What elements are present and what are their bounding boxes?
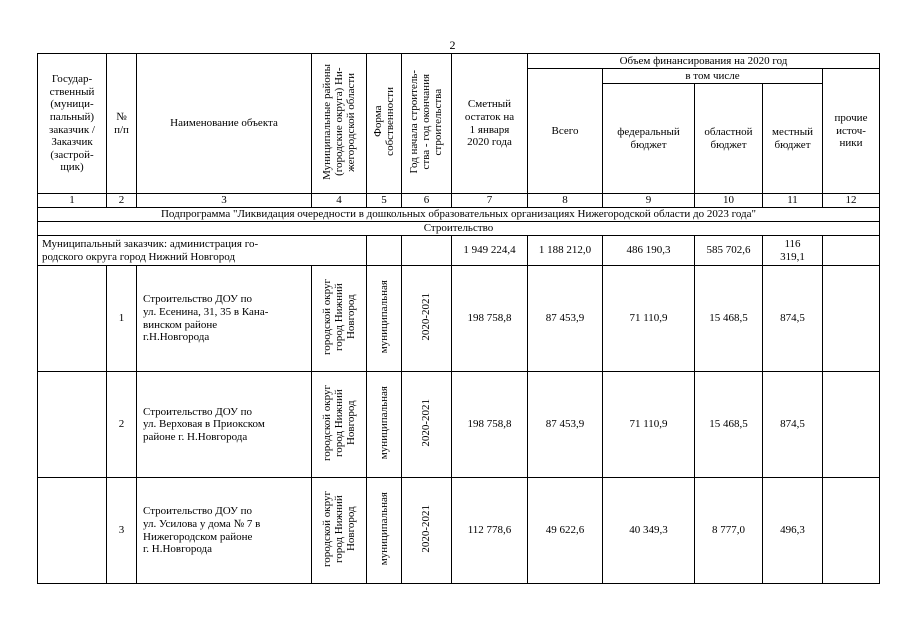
header-funding: Объем финансирования на 2020 год <box>528 54 880 69</box>
header-districts <box>312 54 367 194</box>
table-row <box>38 372 880 478</box>
header-federal-text: федеральный бюджет <box>617 125 680 151</box>
row-district-text: городской округ город Нижний Новгород <box>320 490 358 567</box>
row-ownership-text: муниципальная <box>377 386 390 460</box>
customer-local <box>763 236 823 266</box>
header-other <box>823 69 880 194</box>
page-number: 2 <box>449 38 456 52</box>
header-customer-text: Государ- ственный (муници- пальный) заказчик / Заказчик (застрой- щик) <box>49 72 95 174</box>
row-local: 874,5 <box>763 266 823 372</box>
row-federal: 71 110,9 <box>603 372 695 478</box>
column-number: 12 <box>823 194 880 208</box>
row-district-text: городской округ город Нижний Новгород <box>320 278 358 355</box>
header-object-name: Наименование объекта <box>137 54 312 194</box>
row-object-name <box>137 266 312 372</box>
row-object-name-text: Строительство ДОУ по ул. Усилова у дома № 7 в Нижегородском районе г. Н.Новгорода <box>143 505 261 556</box>
row-years <box>402 372 452 478</box>
table-row <box>38 266 880 372</box>
subprogram-title: Подпрограмма "Ликвидация очередности в дошкольных образовательных организациях Нижегородской области до 2023 года" <box>38 208 880 222</box>
row-district <box>312 478 367 584</box>
row-district <box>312 372 367 478</box>
row-years-text: 2020-2021 <box>420 292 433 341</box>
row-estimate: 112 778,6 <box>452 478 528 584</box>
column-number: 10 <box>695 194 763 208</box>
row-estimate: 198 758,8 <box>452 372 528 478</box>
header-estimate-text: Сметный остаток на 1 января 2020 года <box>464 98 515 149</box>
customer-total: 1 188 212,0 <box>528 236 603 266</box>
row-district <box>312 266 367 372</box>
row-other <box>823 478 880 584</box>
header-regional-text: областной бюджет <box>704 125 753 151</box>
header-districts-text: Муниципальные районы (городские округа) Ни- жегородской области <box>320 63 358 180</box>
row-other <box>823 372 880 478</box>
row-regional: 8 777,0 <box>695 478 763 584</box>
row-local: 874,5 <box>763 372 823 478</box>
header-other-text: прочие источ- ники <box>834 112 868 150</box>
header-regional <box>695 84 763 194</box>
row-num: 1 <box>107 266 137 372</box>
column-numbers-row <box>38 194 880 208</box>
table-row <box>38 478 880 584</box>
row-years-text: 2020-2021 <box>420 398 433 447</box>
row-num: 3 <box>107 478 137 584</box>
header-num-text: № п/п <box>114 110 129 136</box>
header-total: Всего <box>528 69 603 194</box>
empty-cell <box>402 236 452 266</box>
row-total: 49 622,6 <box>528 478 603 584</box>
customer-local-text: 116 319,1 <box>780 237 805 263</box>
column-number: 8 <box>528 194 603 208</box>
empty-cell <box>367 236 402 266</box>
column-number: 6 <box>402 194 452 208</box>
column-number: 3 <box>137 194 312 208</box>
row-num: 2 <box>107 372 137 478</box>
column-number: 1 <box>38 194 107 208</box>
header-local-text: местный бюджет <box>772 125 813 151</box>
row-regional: 15 468,5 <box>695 266 763 372</box>
row-ownership <box>367 266 402 372</box>
empty-cell <box>38 478 107 584</box>
empty-cell <box>823 236 880 266</box>
row-years <box>402 266 452 372</box>
row-estimate: 198 758,8 <box>452 266 528 372</box>
column-number: 11 <box>763 194 823 208</box>
funding-table <box>37 53 880 584</box>
row-regional: 15 468,5 <box>695 372 763 478</box>
row-object-name <box>137 478 312 584</box>
header-ownership-text: Форма собственности <box>371 87 396 157</box>
row-ownership-text: муниципальная <box>377 280 390 354</box>
header-federal <box>603 84 695 194</box>
header-num <box>107 54 137 194</box>
row-ownership-text: муниципальная <box>377 492 390 566</box>
header-estimate <box>452 54 528 194</box>
header-customer <box>38 54 107 194</box>
row-object-name <box>137 372 312 478</box>
row-other <box>823 266 880 372</box>
row-ownership <box>367 478 402 584</box>
customer-estimate: 1 949 224,4 <box>452 236 528 266</box>
row-local: 496,3 <box>763 478 823 584</box>
header-years <box>402 54 452 194</box>
column-number: 9 <box>603 194 695 208</box>
row-years-text: 2020-2021 <box>420 504 433 553</box>
row-total: 87 453,9 <box>528 372 603 478</box>
header-ownership <box>367 54 402 194</box>
row-ownership <box>367 372 402 478</box>
customer-label-text: Муниципальный заказчик: администрация го- родского округа город Нижний Новгород <box>42 237 259 263</box>
row-total: 87 453,9 <box>528 266 603 372</box>
row-object-name-text: Строительство ДОУ по ул. Верховая в Приокском районе г. Н.Новгорода <box>143 405 265 443</box>
row-object-name-text: Строительство ДОУ по ул. Есенина, 31, 35 в Кана- винском районе г.Н.Новгорода <box>143 293 269 344</box>
header-including: в том числе <box>603 69 823 84</box>
column-number: 5 <box>367 194 402 208</box>
customer-regional: 585 702,6 <box>695 236 763 266</box>
column-number: 2 <box>107 194 137 208</box>
customer-federal: 486 190,3 <box>603 236 695 266</box>
customer-row <box>38 236 880 266</box>
header-years-text: Год начала строитель- ства - год окончания строительства <box>408 69 445 174</box>
row-district-text: городской округ город Нижний Новгород <box>320 384 358 461</box>
row-federal: 71 110,9 <box>603 266 695 372</box>
column-number: 7 <box>452 194 528 208</box>
row-federal: 40 349,3 <box>603 478 695 584</box>
header-local <box>763 84 823 194</box>
customer-label <box>38 236 367 266</box>
empty-cell <box>38 372 107 478</box>
column-number: 4 <box>312 194 367 208</box>
empty-cell <box>38 266 107 372</box>
section-title: Строительство <box>38 222 880 236</box>
row-years <box>402 478 452 584</box>
